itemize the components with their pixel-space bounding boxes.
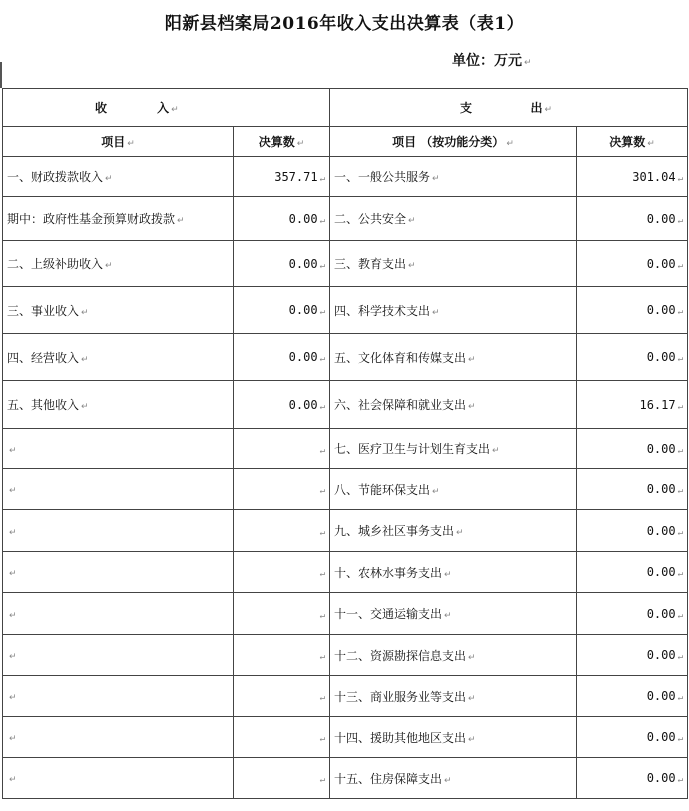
- income-item-cell: [3, 635, 234, 676]
- paragraph-mark-icon: ↵: [127, 139, 135, 149]
- paragraph-mark-icon: ↵: [677, 486, 684, 496]
- paragraph-mark-icon: ↵: [468, 354, 476, 365]
- table-row: [3, 287, 688, 334]
- paragraph-mark-icon: ↵: [9, 693, 17, 703]
- paragraph-mark-icon: ↵: [319, 401, 325, 412]
- expense-item-cell: 八、节能环保支出 ↵: [330, 469, 577, 510]
- paragraph-mark-icon: ↵: [677, 569, 684, 579]
- paragraph-mark-icon: ↵: [677, 693, 684, 703]
- paragraph-mark-icon: ↵: [468, 693, 476, 704]
- paragraph-mark-icon: ↵: [9, 527, 17, 538]
- expense-amount-cell: 0.00 ↵: [577, 510, 688, 552]
- table-row: [3, 552, 688, 593]
- expense-amount-cell: 0.00 ↵: [577, 552, 688, 593]
- paragraph-mark-icon: ↵: [677, 775, 684, 785]
- expense-header-label: 支 出: [460, 101, 543, 115]
- income-amount-cell: 357.71 ↵: [234, 157, 330, 197]
- budget-table: [2, 88, 688, 799]
- income-amount-cell: [234, 758, 330, 799]
- col-header-amount2: 决算数 ↵: [577, 127, 688, 157]
- table-row: [3, 241, 688, 287]
- expense-item-cell: 十二、资源勘探信息支出 ↵: [330, 635, 577, 676]
- income-item-cell: [3, 758, 234, 799]
- expense-item-cell: 三、教育支出 ↵: [330, 241, 577, 287]
- paragraph-mark-icon: ↵: [408, 216, 416, 226]
- table-row: [3, 381, 688, 429]
- table-row: [3, 157, 688, 197]
- paragraph-mark-icon: ↵: [468, 402, 476, 412]
- paragraph-mark-icon: ↵: [9, 569, 17, 579]
- paragraph-mark-icon: ↵: [105, 174, 113, 184]
- table-row: [3, 334, 688, 381]
- paragraph-mark-icon: ↵: [319, 173, 325, 184]
- paragraph-mark-icon: ↵: [677, 173, 684, 184]
- paragraph-mark-icon: ↵: [544, 105, 553, 115]
- table-row: [3, 510, 688, 552]
- paragraph-mark-icon: ↵: [432, 486, 440, 497]
- paragraph-mark-icon: ↵: [524, 58, 532, 68]
- paragraph-mark-icon: ↵: [444, 569, 452, 580]
- paragraph-mark-icon: ↵: [319, 734, 325, 744]
- paragraph-mark-icon: ↵: [432, 307, 440, 318]
- paragraph-mark-icon: ↵: [456, 528, 464, 538]
- expense-item-cell: 九、城乡社区事务支出 ↵: [330, 510, 577, 552]
- paragraph-mark-icon: ↵: [9, 610, 17, 621]
- income-amount-cell: 0.00 ↵: [234, 381, 330, 429]
- income-item-cell: [3, 676, 234, 717]
- paragraph-mark-icon: ↵: [319, 527, 325, 538]
- paragraph-mark-icon: ↵: [677, 260, 684, 271]
- income-item-cell: 二、上级补助收入 ↵: [3, 241, 234, 287]
- income-amount-cell: 0.00 ↵: [234, 197, 330, 241]
- paragraph-mark-icon: ↵: [319, 486, 325, 496]
- expense-item-cell: 十四、援助其他地区支出 ↵: [330, 717, 577, 758]
- left-border-line: [0, 62, 2, 88]
- income-header-label: 收 入: [95, 101, 170, 115]
- paragraph-mark-icon: ↵: [319, 775, 325, 785]
- income-item-cell: 期中：政府性基金预算财政拨款 ↵: [3, 197, 234, 241]
- expense-amount-cell: 0.00 ↵: [577, 635, 688, 676]
- paragraph-mark-icon: ↵: [468, 652, 476, 663]
- expense-item-cell: 十、农林水事务支出 ↵: [330, 552, 577, 593]
- paragraph-mark-icon: ↵: [319, 445, 325, 456]
- expense-item-cell: 十一、交通运输支出 ↵: [330, 593, 577, 635]
- paragraph-mark-icon: ↵: [81, 402, 89, 412]
- income-item-cell: 四、经营收入 ↵: [3, 334, 234, 381]
- expense-item-cell: 五、文化体育和传媒支出 ↵: [330, 334, 577, 381]
- paragraph-mark-icon: ↵: [319, 569, 325, 579]
- table-row: [3, 758, 688, 799]
- unit-label: [452, 50, 532, 70]
- expense-item-cell: 七、医疗卫生与计划生育支出 ↵: [330, 429, 577, 469]
- paragraph-mark-icon: ↵: [81, 354, 89, 365]
- paragraph-mark-icon: ↵: [677, 734, 684, 744]
- expense-amount-cell: 0.00 ↵: [577, 676, 688, 717]
- expense-item-cell: 十三、商业服务业等支出 ↵: [330, 676, 577, 717]
- paragraph-mark-icon: ↵: [468, 734, 476, 745]
- paragraph-mark-icon: ↵: [296, 139, 305, 149]
- paragraph-mark-icon: ↵: [492, 446, 500, 456]
- expense-amount-cell: 0.00 ↵: [577, 241, 688, 287]
- expense-amount-cell: 0.00 ↵: [577, 334, 688, 381]
- paragraph-mark-icon: ↵: [677, 215, 684, 226]
- expense-item-cell: 二、公共安全 ↵: [330, 197, 577, 241]
- paragraph-mark-icon: ↵: [506, 139, 514, 149]
- income-amount-cell: [234, 717, 330, 758]
- income-item-cell: 五、其他收入 ↵: [3, 381, 234, 429]
- income-amount-cell: [234, 552, 330, 593]
- income-item-cell: [3, 429, 234, 469]
- paragraph-mark-icon: ↵: [444, 611, 452, 621]
- table-row: [3, 635, 688, 676]
- paragraph-mark-icon: ↵: [647, 139, 655, 149]
- paragraph-mark-icon: ↵: [81, 307, 89, 318]
- table-row: [3, 717, 688, 758]
- paragraph-mark-icon: ↵: [319, 260, 325, 271]
- paragraph-mark-icon: ↵: [319, 652, 325, 662]
- paragraph-mark-icon: ↵: [677, 307, 684, 317]
- paragraph-mark-icon: ↵: [319, 610, 325, 621]
- expense-amount-cell: 0.00 ↵: [577, 429, 688, 469]
- page-title: 阳新县档案局2016年收入支出决算表（表1）: [164, 14, 525, 34]
- expense-amount-cell: 0.00 ↵: [577, 717, 688, 758]
- income-amount-cell: [234, 593, 330, 635]
- income-amount-cell: [234, 635, 330, 676]
- column-header-row: [3, 127, 688, 157]
- expense-item-cell: 一、一般公共服务 ↵: [330, 157, 577, 197]
- income-item-cell: [3, 593, 234, 635]
- paragraph-mark-icon: ↵: [9, 734, 17, 744]
- expense-amount-cell: 0.00 ↵: [577, 593, 688, 635]
- income-section-header: [3, 89, 330, 127]
- paragraph-mark-icon: ↵: [319, 693, 325, 703]
- paragraph-mark-icon: ↵: [444, 775, 452, 786]
- income-amount-cell: 0.00 ↵: [234, 241, 330, 287]
- paragraph-mark-icon: ↵: [677, 401, 684, 412]
- section-header-row: [3, 89, 688, 127]
- expense-item-cell: 十五、住房保障支出 ↵: [330, 758, 577, 799]
- table-row: [3, 197, 688, 241]
- income-item-cell: [3, 510, 234, 552]
- paragraph-mark-icon: ↵: [432, 174, 440, 184]
- expense-amount-cell: 16.17 ↵: [577, 381, 688, 429]
- income-amount-cell: 0.00 ↵: [234, 287, 330, 334]
- col-header-item-by-function: 项目 （按功能分类） ↵: [330, 127, 577, 157]
- paragraph-mark-icon: ↵: [319, 307, 325, 317]
- income-amount-cell: [234, 469, 330, 510]
- paragraph-mark-icon: ↵: [677, 445, 684, 456]
- paragraph-mark-icon: ↵: [408, 261, 416, 271]
- income-item-cell: 三、事业收入 ↵: [3, 287, 234, 334]
- unit-text: 单位：万元: [452, 53, 522, 69]
- paragraph-mark-icon: ↵: [9, 775, 17, 785]
- income-amount-cell: [234, 510, 330, 552]
- expense-amount-cell: 0.00 ↵: [577, 758, 688, 799]
- income-amount-cell: [234, 676, 330, 717]
- income-amount-cell: 0.00 ↵: [234, 334, 330, 381]
- paragraph-mark-icon: ↵: [677, 652, 684, 662]
- paragraph-mark-icon: ↵: [105, 261, 113, 271]
- table-row: [3, 429, 688, 469]
- expense-amount-cell: 0.00 ↵: [577, 287, 688, 334]
- expense-item-cell: 四、科学技术支出 ↵: [330, 287, 577, 334]
- paragraph-mark-icon: ↵: [171, 105, 179, 115]
- income-item-cell: 一、财政拨款收入 ↵: [3, 157, 234, 197]
- income-item-cell: [3, 717, 234, 758]
- col-header-amount: 决算数 ↵: [234, 127, 330, 157]
- paragraph-mark-icon: ↵: [177, 216, 185, 226]
- paragraph-mark-icon: ↵: [9, 486, 17, 496]
- paragraph-mark-icon: ↵: [9, 445, 17, 456]
- table-row: [3, 593, 688, 635]
- expense-section-header: [330, 89, 688, 127]
- col-header-item: 项目 ↵: [3, 127, 234, 157]
- income-amount-cell: [234, 429, 330, 469]
- paragraph-mark-icon: ↵: [677, 527, 684, 538]
- expense-item-cell: 六、社会保障和就业支出 ↵: [330, 381, 577, 429]
- table-row: [3, 469, 688, 510]
- paragraph-mark-icon: ↵: [9, 652, 17, 662]
- income-item-cell: [3, 469, 234, 510]
- paragraph-mark-icon: ↵: [677, 610, 684, 621]
- paragraph-mark-icon: ↵: [319, 354, 325, 364]
- income-item-cell: [3, 552, 234, 593]
- expense-amount-cell: 301.04 ↵: [577, 157, 688, 197]
- expense-amount-cell: 0.00 ↵: [577, 469, 688, 510]
- paragraph-mark-icon: ↵: [677, 354, 684, 364]
- expense-amount-cell: 0.00 ↵: [577, 197, 688, 241]
- table-row: [3, 676, 688, 717]
- paragraph-mark-icon: ↵: [319, 215, 325, 226]
